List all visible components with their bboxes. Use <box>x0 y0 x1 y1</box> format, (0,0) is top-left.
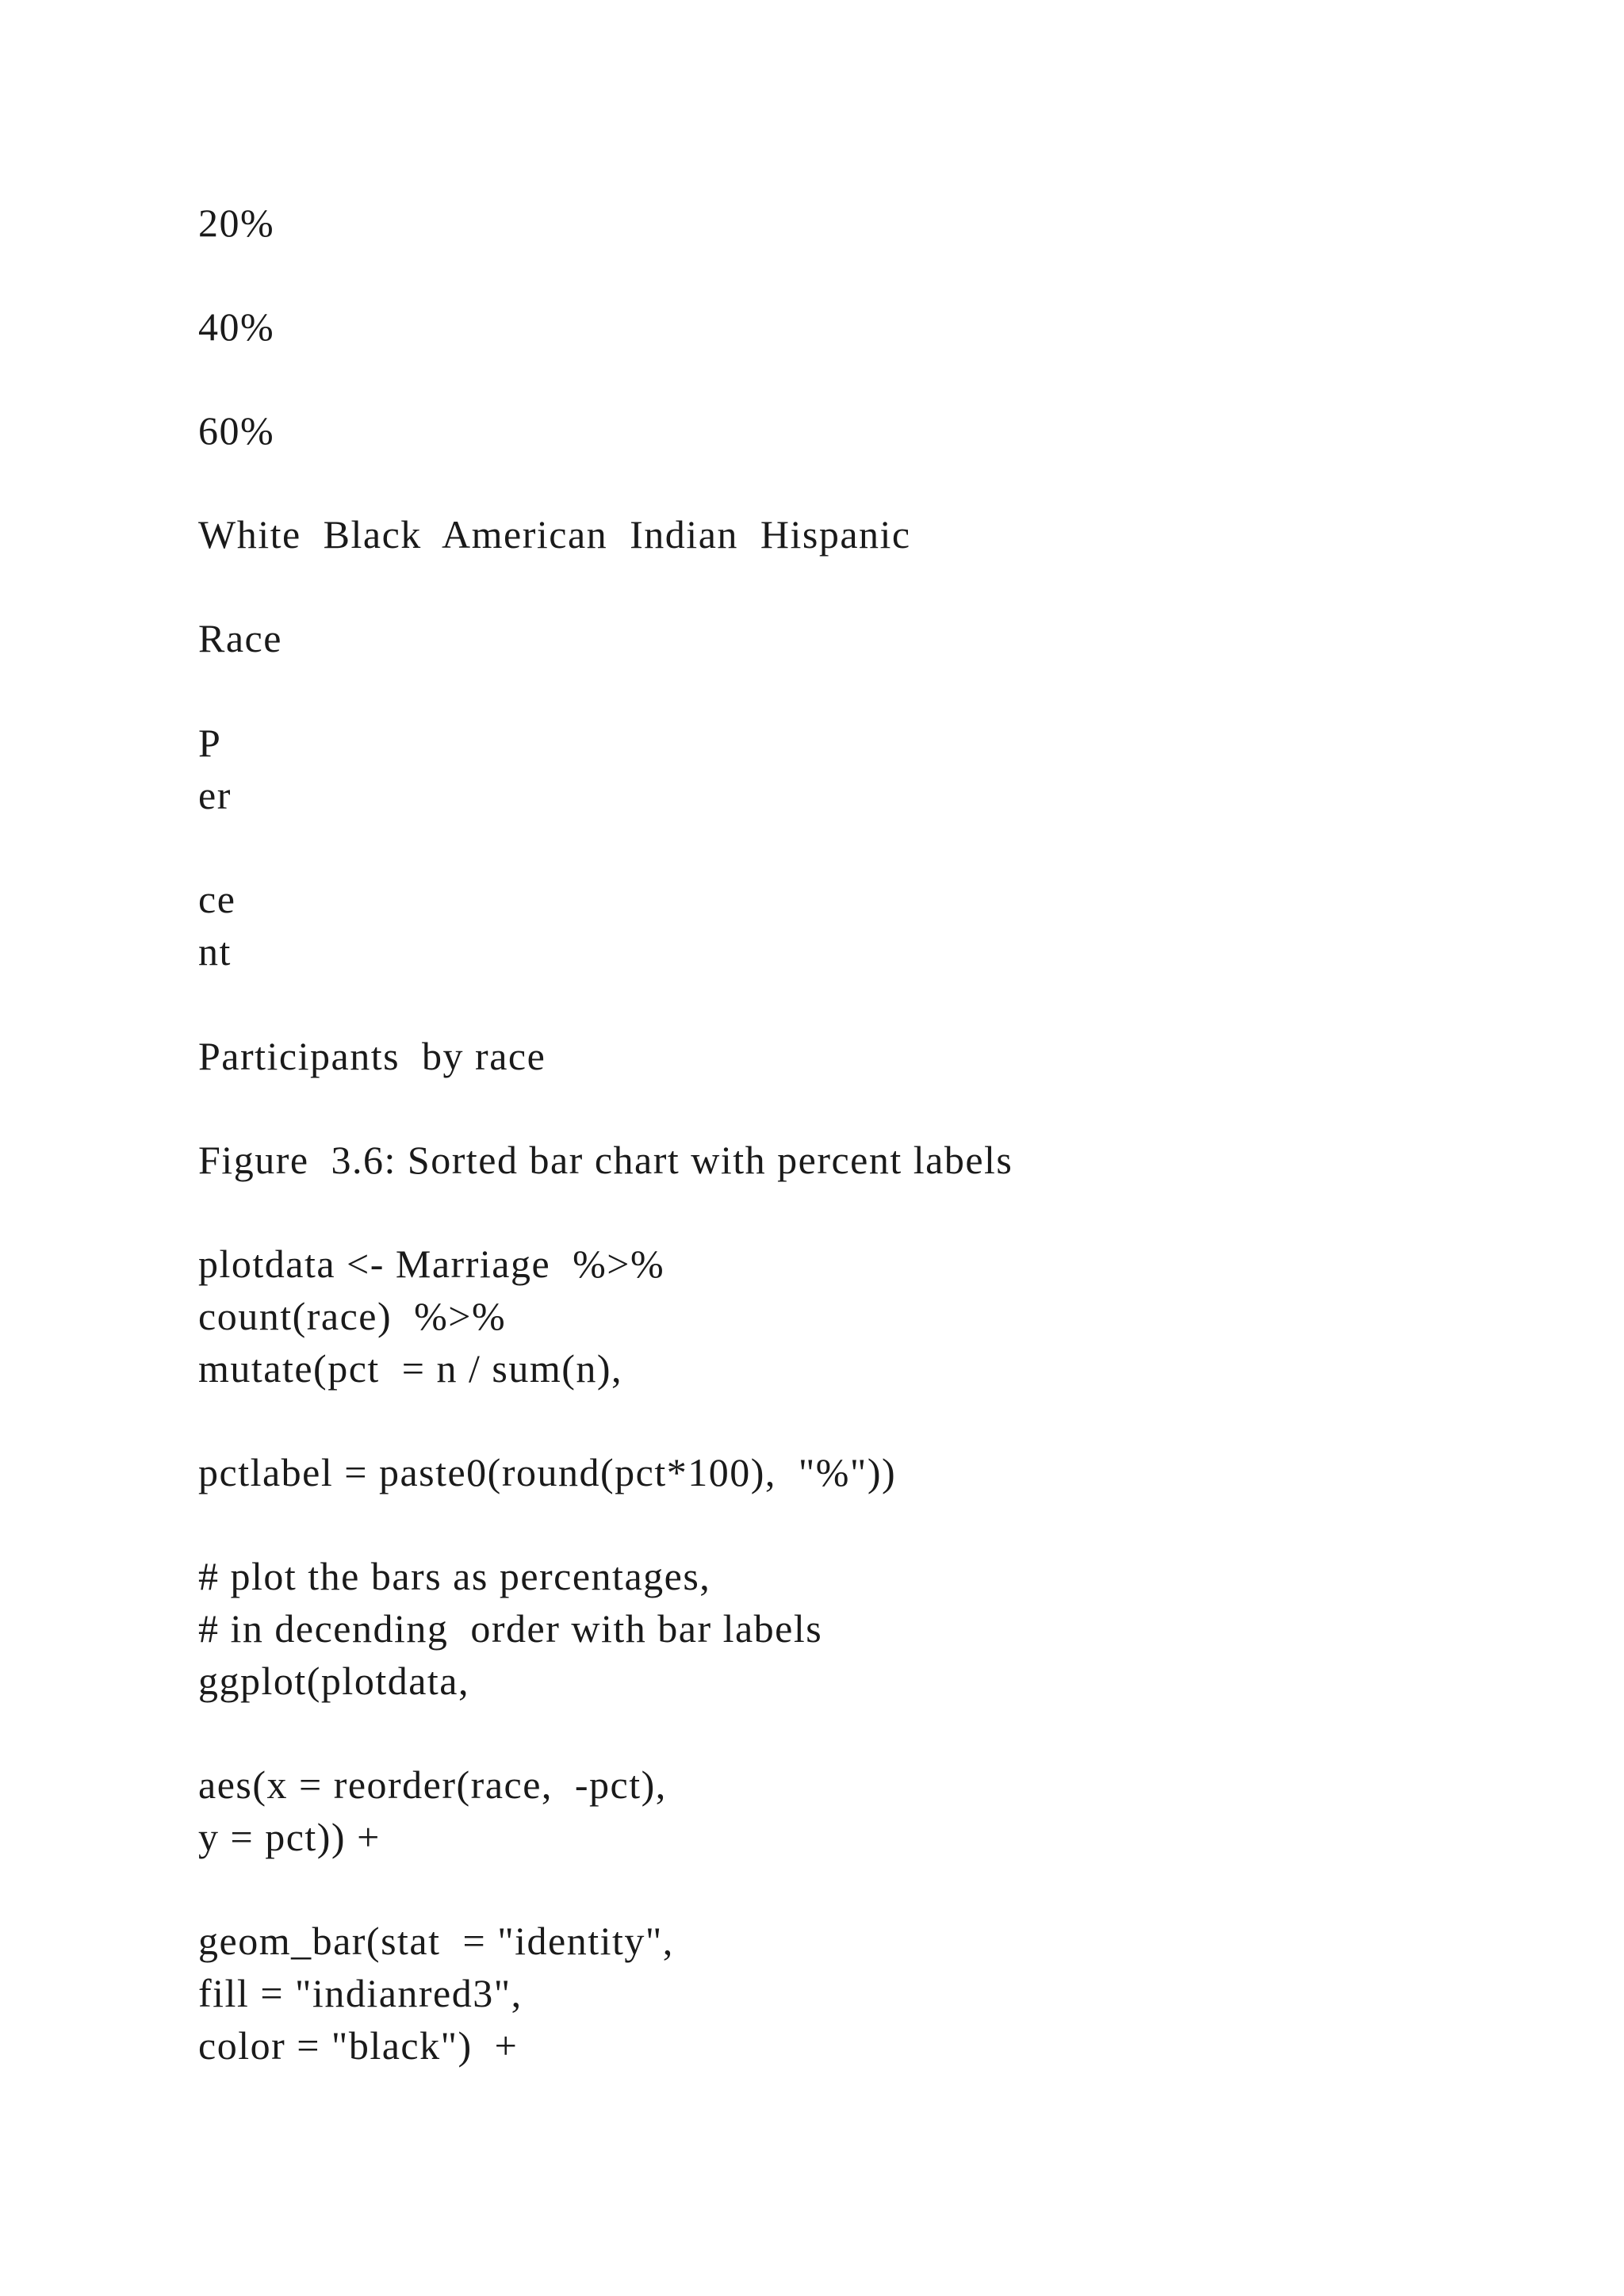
y-axis-title-part-4: nt <box>198 929 232 974</box>
code-comment-1: # plot the bars as percentages, <box>198 1554 711 1598</box>
code-line-9: fill = "indianred3", <box>198 1971 523 2015</box>
y-axis-title-part-2: er <box>198 773 232 817</box>
axis-tick-20: 20% <box>198 201 275 245</box>
code-line-8: geom_bar(stat = "identity", <box>198 1919 674 1963</box>
axis-tick-60: 60% <box>198 408 275 453</box>
x-axis-title: Race <box>198 616 282 660</box>
axis-tick-40: 40% <box>198 304 275 349</box>
figure-caption: Figure 3.6: Sorted bar chart with percent labels <box>198 1138 1013 1182</box>
code-line-2: count(race) %>% <box>198 1294 507 1338</box>
category-labels: White Black American Indian Hispanic <box>198 512 911 557</box>
code-line-4: pctlabel = paste0(round(pct*100), "%")) <box>198 1450 897 1494</box>
code-line-7: y = pct)) + <box>198 1815 381 1859</box>
code-line-3: mutate(pct = n / sum(n), <box>198 1346 623 1391</box>
code-line-1: plotdata <- Marriage %>% <box>198 1242 665 1286</box>
chart-title: Participants by race <box>198 1034 546 1078</box>
code-line-10: color = "black") + <box>198 2023 519 2068</box>
code-line-5: ggplot(plotdata, <box>198 1659 469 1703</box>
y-axis-title-part-1: P <box>198 721 222 765</box>
code-comment-2: # in decending order with bar labels <box>198 1606 823 1651</box>
y-axis-title-part-3: ce <box>198 877 236 921</box>
code-line-6: aes(x = reorder(race, -pct), <box>198 1762 667 1807</box>
